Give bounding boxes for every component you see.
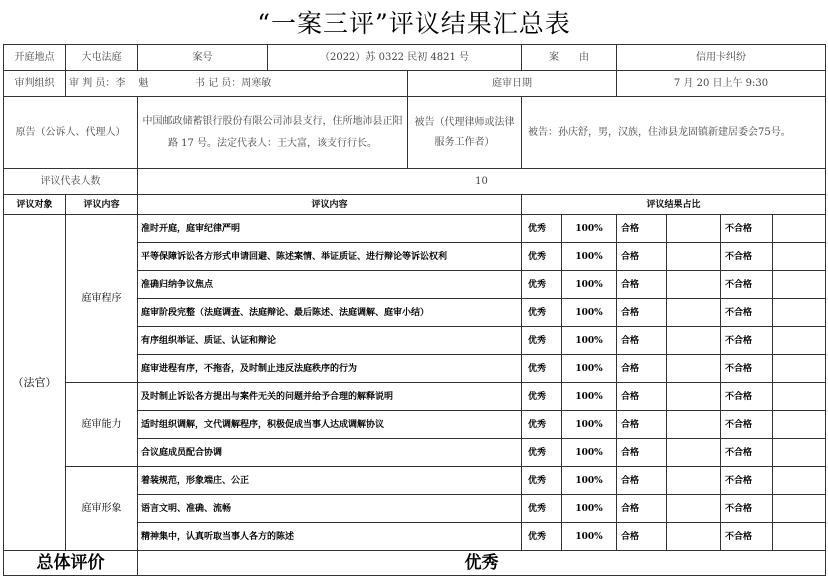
result-excellent-label: 优秀 xyxy=(522,299,562,327)
result-excellent-pct: 100% xyxy=(562,523,617,551)
group-name: 庭审能力 xyxy=(66,383,138,467)
result-pass-pct xyxy=(667,271,721,299)
result-excellent-pct: 100% xyxy=(562,439,617,467)
result-excellent-pct: 100% xyxy=(562,383,617,411)
result-pass-pct xyxy=(667,383,721,411)
result-pass-label: 合格 xyxy=(617,299,667,327)
clerk-value: 周寒敏 xyxy=(241,77,272,89)
result-excellent-pct: 100% xyxy=(562,243,617,271)
criterion-text: 着装规范，形象端庄、公正 xyxy=(138,467,522,495)
result-excellent-pct: 100% xyxy=(562,467,617,495)
group-name: 庭审形象 xyxy=(66,467,138,551)
result-excellent-label: 优秀 xyxy=(522,215,562,243)
criterion-text: 有序组织举证、质证、认证和辩论 xyxy=(138,327,522,355)
criterion-text: 合议庭成员配合协调 xyxy=(138,439,522,467)
header-content: 评议内容 xyxy=(66,195,138,215)
reps-label: 评议代表人数 xyxy=(4,169,138,195)
reps-value: 10 xyxy=(138,169,826,195)
result-pass-pct xyxy=(667,411,721,439)
result-fail-label: 不合格 xyxy=(721,523,773,551)
result-fail-label: 不合格 xyxy=(721,355,773,383)
header-detail: 评议内容 xyxy=(138,195,522,215)
criterion-text: 适时组织调解，文代调解程序，积极促成当事人达成调解协议 xyxy=(138,411,522,439)
result-fail-pct xyxy=(773,327,826,355)
case-number-value: （2022）苏 0322 民初 4821 号 xyxy=(268,45,522,71)
result-pass-label: 合格 xyxy=(617,411,667,439)
result-fail-label: 不合格 xyxy=(721,439,773,467)
court-value: 大屯法庭 xyxy=(66,45,138,71)
info-row-2 xyxy=(4,71,826,97)
result-pass-pct xyxy=(667,495,721,523)
clerk-label: 书 记 员： xyxy=(194,77,242,89)
result-fail-pct xyxy=(773,271,826,299)
plaintiff-label: 原告（公诉人、代理人） xyxy=(4,97,138,169)
result-pass-label: 合格 xyxy=(617,495,667,523)
result-pass-pct xyxy=(667,215,721,243)
cause-value: 信用卡纠纷 xyxy=(617,45,826,71)
evaluation-table xyxy=(3,44,826,576)
result-fail-pct xyxy=(773,215,826,243)
result-fail-label: 不合格 xyxy=(721,383,773,411)
case-number-label: 案号 xyxy=(138,45,268,71)
result-fail-pct xyxy=(773,467,826,495)
result-fail-label: 不合格 xyxy=(721,495,773,523)
result-pass-label: 合格 xyxy=(617,523,667,551)
criterion-text: 准时开庭，庭审纪律严明 xyxy=(138,215,522,243)
result-excellent-pct: 100% xyxy=(562,355,617,383)
header-object: 评议对象 xyxy=(4,195,66,215)
result-excellent-label: 优秀 xyxy=(522,523,562,551)
result-excellent-label: 优秀 xyxy=(522,467,562,495)
table-row xyxy=(4,467,826,495)
result-pass-pct xyxy=(667,439,721,467)
criterion-text: 庭审进程有序，不拖沓，及时制止违反法庭秩序的行为 xyxy=(138,355,522,383)
header-ratio: 评议结果占比 xyxy=(522,195,826,215)
result-fail-label: 不合格 xyxy=(721,299,773,327)
criterion-text: 平等保障诉讼各方形式申请回避、陈述案情、举证质证、进行辩论等诉讼权利 xyxy=(138,243,522,271)
result-fail-pct xyxy=(773,495,826,523)
defendant-value: 被告：孙庆舒，男，汉族，住沛县龙固镇新建居委会75号。 xyxy=(522,97,826,169)
result-excellent-label: 优秀 xyxy=(522,495,562,523)
result-fail-label: 不合格 xyxy=(721,243,773,271)
result-excellent-label: 优秀 xyxy=(522,355,562,383)
cause-label: 案 由 xyxy=(522,45,617,71)
table-row xyxy=(4,215,826,243)
info-row-4 xyxy=(4,169,826,195)
overall-value: 优秀 xyxy=(138,551,826,576)
judge-label: 审 判 员： xyxy=(69,77,116,89)
result-excellent-label: 优秀 xyxy=(522,327,562,355)
header-row xyxy=(4,195,826,215)
result-pass-label: 合格 xyxy=(617,383,667,411)
result-excellent-label: 优秀 xyxy=(522,439,562,467)
result-fail-label: 不合格 xyxy=(721,271,773,299)
result-fail-pct xyxy=(773,411,826,439)
result-excellent-pct: 100% xyxy=(562,327,617,355)
result-excellent-label: 优秀 xyxy=(522,411,562,439)
result-pass-label: 合格 xyxy=(617,215,667,243)
hearing-date-label: 庭审日期 xyxy=(408,71,617,97)
criterion-text: 准确归纳争议焦点 xyxy=(138,271,522,299)
result-excellent-pct: 100% xyxy=(562,411,617,439)
group-name: 庭审程序 xyxy=(66,215,138,383)
result-fail-label: 不合格 xyxy=(721,215,773,243)
result-fail-label: 不合格 xyxy=(721,467,773,495)
result-excellent-label: 优秀 xyxy=(522,271,562,299)
overall-row xyxy=(4,551,826,576)
result-excellent-label: 优秀 xyxy=(522,243,562,271)
page-title: “一案三评”评议结果汇总表 xyxy=(257,9,571,38)
result-fail-pct xyxy=(773,439,826,467)
result-pass-pct xyxy=(667,523,721,551)
result-pass-pct xyxy=(667,243,721,271)
criterion-text: 精神集中，认真听取当事人各方的陈述 xyxy=(138,523,522,551)
result-excellent-pct: 100% xyxy=(562,495,617,523)
result-excellent-pct: 100% xyxy=(562,299,617,327)
result-fail-pct xyxy=(773,355,826,383)
result-pass-label: 合格 xyxy=(617,243,667,271)
judge-value: 李 魁 xyxy=(115,77,149,89)
result-excellent-pct: 100% xyxy=(562,215,617,243)
result-excellent-pct: 100% xyxy=(562,271,617,299)
result-fail-pct xyxy=(773,523,826,551)
result-pass-pct xyxy=(667,299,721,327)
criterion-text: 语言文明、准确、流畅 xyxy=(138,495,522,523)
criterion-text: 庭审阶段完整（法庭调查、法庭辩论、最后陈述、法庭调解、庭审小结） xyxy=(138,299,522,327)
result-pass-label: 合格 xyxy=(617,439,667,467)
result-pass-label: 合格 xyxy=(617,327,667,355)
court-label: 开庭地点 xyxy=(4,45,66,71)
result-fail-pct xyxy=(773,243,826,271)
defendant-label: 被告（代理律师或法律服务工作者） xyxy=(408,97,522,169)
panel-value xyxy=(66,71,408,97)
hearing-date-value: 7 月 20 日上午 9:30 xyxy=(617,71,826,97)
criterion-text: 及时制止诉讼各方提出与案件无关的问题并给予合理的解释说明 xyxy=(138,383,522,411)
result-pass-pct xyxy=(667,467,721,495)
result-pass-label: 合格 xyxy=(617,467,667,495)
result-pass-pct xyxy=(667,355,721,383)
result-fail-pct xyxy=(773,383,826,411)
result-pass-label: 合格 xyxy=(617,355,667,383)
result-fail-pct xyxy=(773,299,826,327)
result-pass-pct xyxy=(667,327,721,355)
overall-label: 总体评价 xyxy=(4,551,138,576)
evaluation-object: （法官） xyxy=(4,215,66,551)
info-row-3 xyxy=(4,97,826,169)
table-row xyxy=(4,383,826,411)
panel-label: 审判组织 xyxy=(4,71,66,97)
result-fail-label: 不合格 xyxy=(721,327,773,355)
result-pass-label: 合格 xyxy=(617,271,667,299)
result-fail-label: 不合格 xyxy=(721,411,773,439)
info-row-1 xyxy=(4,45,826,71)
result-excellent-label: 优秀 xyxy=(522,383,562,411)
plaintiff-value: 中国邮政储蓄银行股份有限公司沛县支行，住所地沛县正阳路 17 号。法定代表人：王大富，该支行行长。 xyxy=(138,97,408,169)
